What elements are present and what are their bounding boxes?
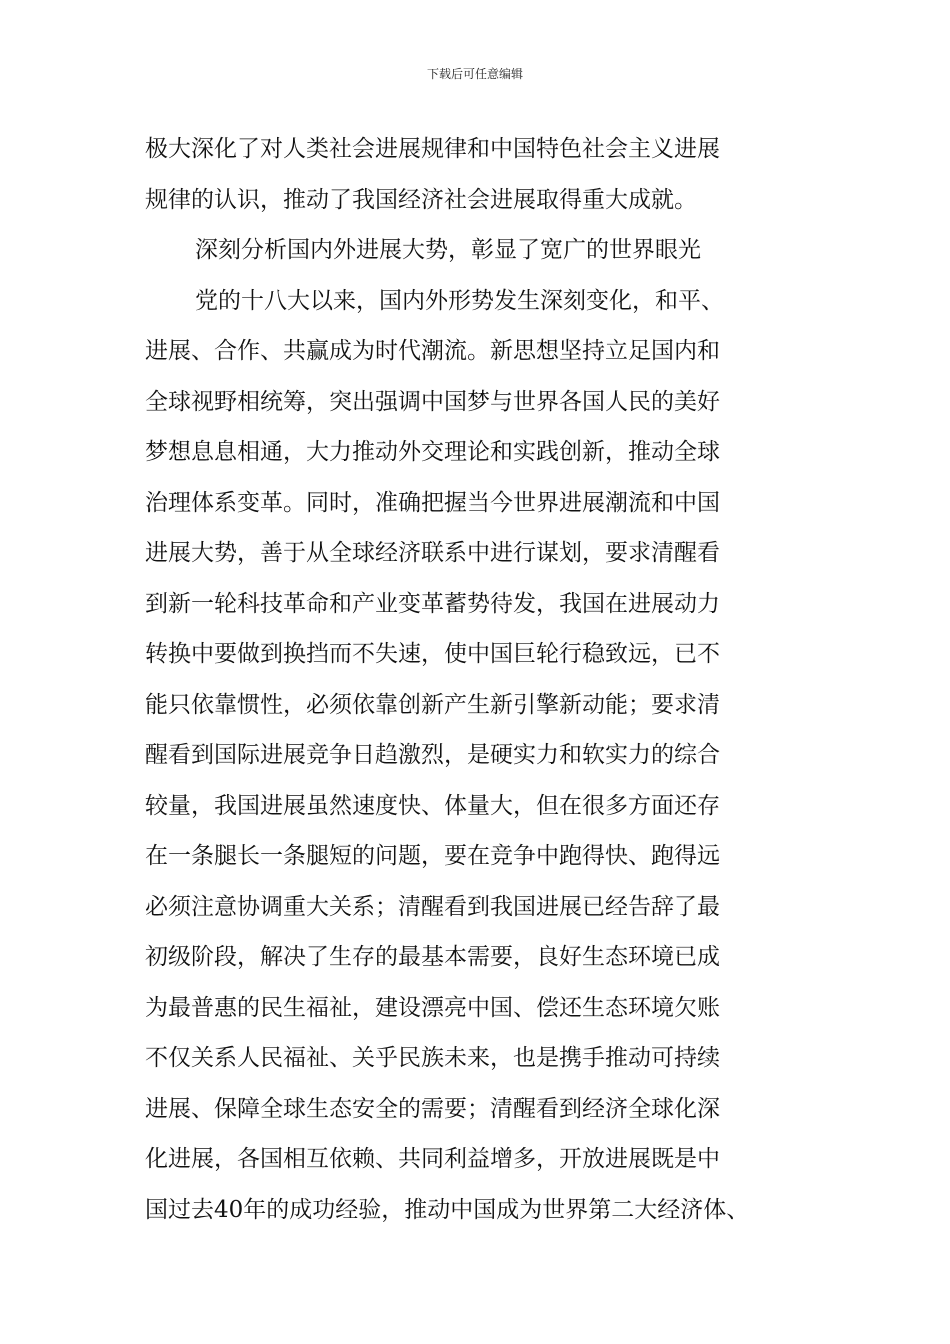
- text-line: 极大深化了对人类社会进展规律和中国特色社会主义进展: [145, 136, 720, 162]
- text-line: 到新一轮科技革命和产业变革蓄势待发，我国在进展动力: [145, 590, 720, 617]
- text-line: 国过去40年的成功经验，推动中国成为世界第二大经济体、: [145, 1196, 750, 1223]
- text-line: 进展、保障全球生态安全的需要；清醒看到经济全球化深: [145, 1095, 720, 1122]
- text-line: 初级阶段，解决了生存的最基本需要，良好生态环境已成: [145, 944, 720, 970]
- text-line: 梦想息息相通，大力推动外交理论和实践创新，推动全球: [145, 439, 720, 465]
- text-line: 为最普惠的民生福祉，建设漂亮中国、偿还生态环境欠账: [145, 994, 720, 1021]
- section-heading: 深刻分析国内外进展大势，彰显了宽广的世界眼光: [195, 237, 701, 263]
- text-line: 必须注意协调重大关系；清醒看到我国进展已经告辞了最: [145, 893, 720, 920]
- text-line: 进展大势，善于从全球经济联系中进行谋划，要求清醒看: [145, 540, 720, 566]
- text-line: 化进展，各国相互依赖、共同利益增多，开放进展既是中: [145, 1146, 720, 1172]
- text-line: 醒看到国际进展竞争日趋激烈，是硬实力和软实力的综合: [145, 742, 720, 768]
- text-line: 全球视野相统筹，突出强调中国梦与世界各国人民的美好: [145, 388, 720, 415]
- paragraph-first-line: 党的十八大以来，国内外形势发生深刻变化，和平、: [195, 287, 724, 314]
- page-header: 下载后可任意编辑: [426, 67, 523, 81]
- text-line: 在一条腿长一条腿短的问题，要在竞争中跑得快、跑得远: [145, 843, 720, 869]
- text-line: 能只依靠惯性，必须依靠创新产生新引擎新动能；要求清: [145, 691, 720, 718]
- text-line: 治理体系变革。同时，准确把握当今世界进展潮流和中国: [145, 489, 720, 516]
- text-line: 规律的认识，推动了我国经济社会进展取得重大成就。: [145, 186, 697, 213]
- text-line: 较量，我国进展虽然速度快、体量大，但在很多方面还存: [145, 792, 720, 819]
- text-line: 转换中要做到换挡而不失速，使中国巨轮行稳致远，已不: [145, 641, 720, 667]
- body-text: [145, 124, 815, 1235]
- text-line: 进展、合作、共赢成为时代潮流。新思想坚持立足国内和: [145, 338, 720, 364]
- text-line: 不仅关系人民福祉、关乎民族未来，也是携手推动可持续: [145, 1045, 720, 1071]
